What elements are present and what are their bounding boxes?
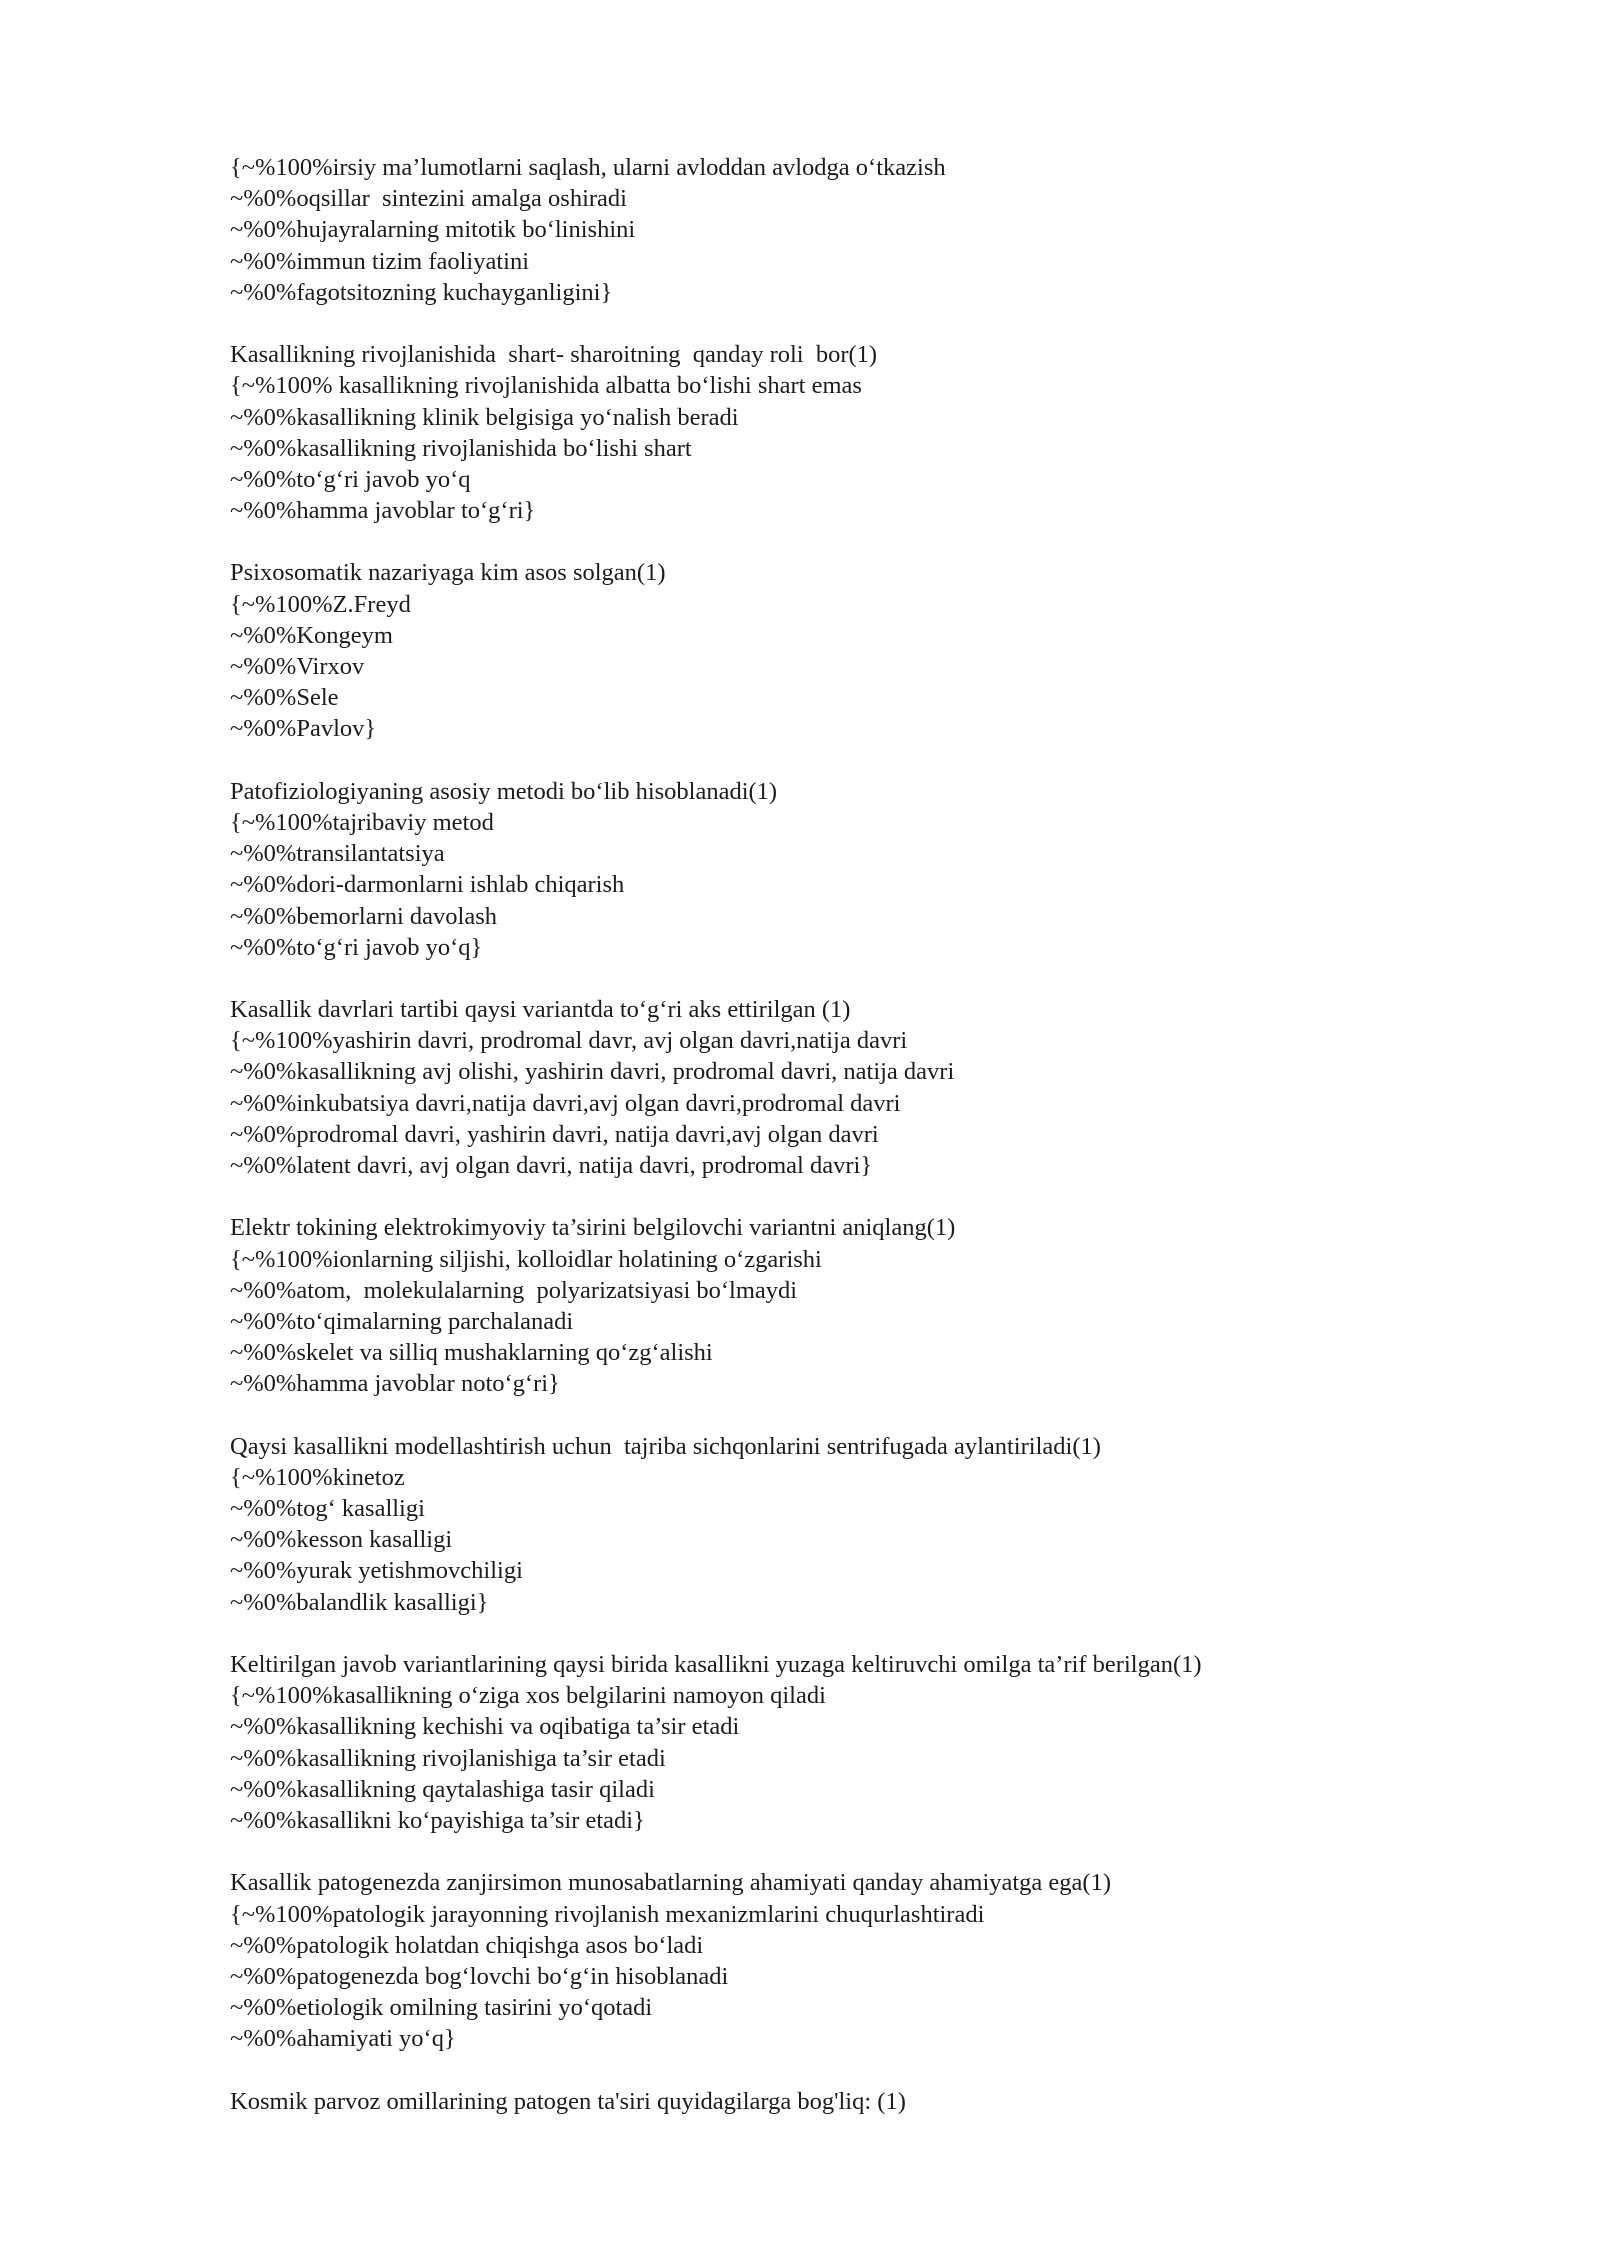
answer-option: ~%0%to‘g‘ri javob yo‘q — [230, 465, 471, 493]
document-page — [230, 152, 1550, 2117]
answer-option: ~%0%dori-darmonlarni ishlab chiqarish — [230, 871, 625, 899]
question-text: Kasallik patogenezda zanjirsimon munosabatlarning ahamiyati qanday ahamiyatga ega(1) — [230, 1869, 1111, 1897]
question-block — [230, 1431, 1550, 1618]
answer-option: {~%100%yashirin davri, prodromal davr, avj olgan davri,natija davri — [230, 1027, 908, 1055]
answer-option: ~%0%balandlik kasalligi} — [230, 1588, 489, 1616]
paragraph-gap — [230, 2054, 1550, 2085]
answer-option: ~%0%kesson kasalligi — [230, 1526, 453, 1554]
answer-option: ~%0%prodromal davri, yashirin davri, natija davri,avj olgan davri — [230, 1120, 879, 1148]
paragraph-gap — [230, 1400, 1550, 1431]
answer-option: ~%0%to‘qimalarning parchalanadi — [230, 1307, 574, 1335]
answer-option: ~%0%Sele — [230, 684, 339, 712]
question-block — [230, 776, 1550, 963]
question-block — [230, 152, 1550, 308]
answer-option: ~%0%kasallikni ko‘payishiga ta’sir etadi} — [230, 1806, 645, 1834]
answer-option: {~%100%kasallikning o‘ziga xos belgilarini namoyon qiladi — [230, 1682, 826, 1710]
answer-option: ~%0%Pavlov} — [230, 715, 377, 743]
answer-option: ~%0%transilantatsiya — [230, 840, 445, 868]
question-text: Kosmik parvoz omillarining patogen ta'siri quyidagilarga bog'liq: (1) — [230, 2087, 906, 2115]
answer-option: ~%0%hamma javoblar to‘g‘ri} — [230, 497, 536, 525]
question-text: Qaysi kasallikni modellashtirish uchun tajriba sichqonlarini sentrifugada aylantiriladi(1) — [230, 1432, 1101, 1460]
answer-option: ~%0%kasallikning kechishi va oqibatiga ta’sir etadi — [230, 1713, 740, 1741]
question-text: Kasallikning rivojlanishida shart- sharoitning qanday roli bor(1) — [230, 341, 878, 369]
answer-option: ~%0%kasallikning klinik belgisiga yo‘nalish beradi — [230, 403, 739, 431]
question-block — [230, 557, 1550, 744]
question-block — [230, 2086, 1550, 2117]
question-text: Kasallik davrlari tartibi qaysi variantda to‘g‘ri aks ettirilgan (1) — [230, 996, 851, 1024]
paragraph-gap — [230, 1181, 1550, 1212]
paragraph-gap — [230, 745, 1550, 776]
answer-option: ~%0%hujayralarning mitotik bo‘linishini — [230, 216, 636, 244]
answer-option: ~%0%skelet va silliq mushaklarning qo‘zg‘alishi — [230, 1339, 713, 1367]
answer-option: {~%100%kinetoz — [230, 1463, 405, 1491]
answer-option: ~%0%latent davri, avj olgan davri, natija davri, prodromal davri} — [230, 1152, 873, 1179]
question-block — [230, 1212, 1550, 1399]
answer-option: ~%0%etiologik omilning tasirini yo‘qotadi — [230, 1994, 653, 2022]
answer-option: ~%0%inkubatsiya davri,natija davri,avj olgan davri,prodromal davri — [230, 1089, 901, 1117]
answer-option: ~%0%to‘g‘ri javob yo‘q} — [230, 933, 483, 961]
paragraph-gap — [230, 1836, 1550, 1867]
question-text: Patofiziologiyaning asosiy metodi bo‘lib hisoblanadi(1) — [230, 777, 778, 805]
paragraph-gap — [230, 526, 1550, 557]
answer-option: {~%100%Z.Freyd — [230, 590, 411, 618]
answer-option: ~%0%kasallikning qaytalashiga tasir qiladi — [230, 1775, 655, 1803]
answer-option: {~%100% kasallikning rivojlanishida albatta bo‘lishi shart emas — [230, 372, 862, 400]
answer-option: ~%0%oqsillar sintezini amalga oshiradi — [230, 185, 627, 213]
answer-option: ~%0%immun tizim faoliyatini — [230, 247, 530, 275]
question-block — [230, 1649, 1550, 1836]
answer-option: ~%0%Kongeym — [230, 621, 393, 649]
answer-option: ~%0%kasallikning avj olishi, yashirin davri, prodromal davri, natija davri — [230, 1058, 955, 1086]
answer-option: ~%0%Virxov — [230, 653, 365, 680]
answer-option: ~%0%ahamiyati yo‘q} — [230, 2025, 456, 2053]
answer-option: ~%0%yurak yetishmovchiligi — [230, 1557, 523, 1585]
answer-option: ~%0%atom, molekulalarning polyarizatsiyasi bo‘lmaydi — [230, 1276, 798, 1304]
answer-option: ~%0%bemorlarni davolash — [230, 902, 498, 930]
answer-option: ~%0%kasallikning rivojlanishida bo‘lishi shart — [230, 434, 692, 462]
answer-option: ~%0%fagotsitozning kuchayganligini} — [230, 278, 613, 306]
question-text: Psixosomatik nazariyaga kim asos solgan(1) — [230, 559, 666, 587]
question-text: Keltirilgan javob variantlarining qaysi birida kasallikni yuzaga keltiruvchi omilga ta’rif berilgan(1) — [230, 1651, 1202, 1678]
paragraph-gap — [230, 963, 1550, 994]
answer-option: ~%0%hamma javoblar noto‘g‘ri} — [230, 1370, 560, 1398]
paragraph-gap — [230, 308, 1550, 339]
answer-option: ~%0%kasallikning rivojlanishiga ta’sir etadi — [230, 1744, 666, 1772]
answer-option: ~%0%patologik holatdan chiqishga asos bo‘ladi — [230, 1931, 704, 1959]
answer-option: {~%100%ionlarning siljishi, kolloidlar holatining o‘zgarishi — [230, 1245, 822, 1273]
question-block — [230, 994, 1550, 1181]
answer-option: ~%0%patogenezda bog‘lovchi bo‘g‘in hisoblanadi — [230, 1962, 729, 1990]
paragraph-gap — [230, 1618, 1550, 1649]
answer-option: {~%100%patologik jarayonning rivojlanish mexanizmlarini chuqurlashtiradi — [230, 1900, 985, 1928]
answer-option: {~%100%irsiy ma’lumotlarni saqlash, ularni avloddan avlodga o‘tkazish — [230, 154, 946, 181]
answer-option: ~%0%tog‘ kasalligi — [230, 1495, 425, 1523]
question-block — [230, 339, 1550, 526]
answer-option: {~%100%tajribaviy metod — [230, 808, 494, 836]
question-block — [230, 1867, 1550, 2054]
question-text: Elektr tokining elektrokimyoviy ta’sirini belgilovchi variantni aniqlang(1) — [230, 1214, 956, 1242]
